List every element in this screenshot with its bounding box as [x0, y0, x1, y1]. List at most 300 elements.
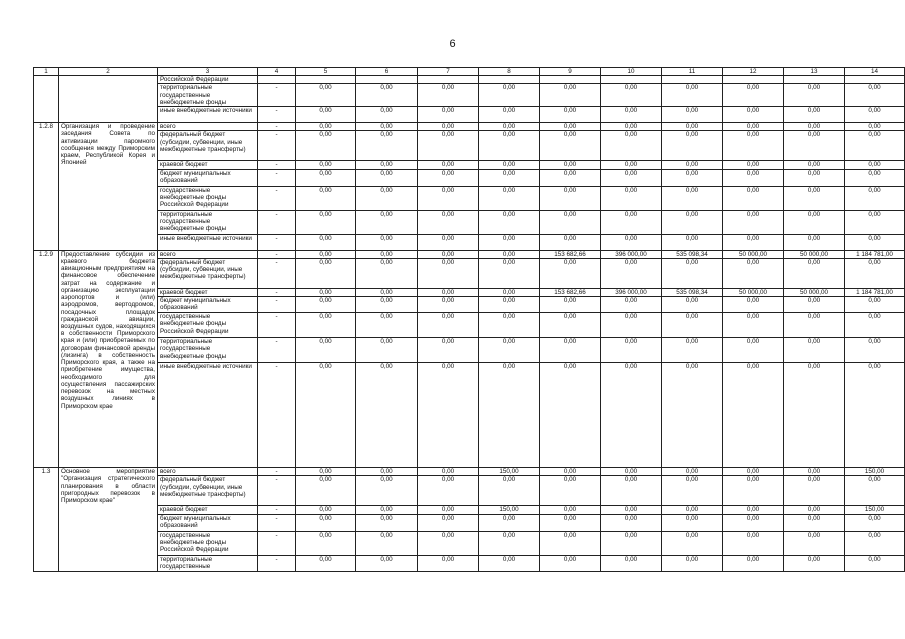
amount-cell: 0,00	[540, 84, 601, 107]
funding-source: территориальные государственные внебюджетные фонды	[158, 338, 258, 363]
amount-cell: 0,00	[296, 123, 356, 131]
amount-cell: 0,00	[296, 250, 356, 258]
amount-cell: 0,00	[662, 131, 723, 161]
column-number-row	[34, 68, 905, 76]
amount-cell: 0,00	[784, 468, 845, 476]
amount-cell: 0,00	[356, 514, 418, 531]
amount-cell: 0,00	[601, 234, 662, 250]
amount-cell: 0,00	[845, 555, 905, 571]
column-number: 3	[158, 68, 258, 76]
item-number: 1.2.8	[34, 123, 59, 250]
amount-cell: 0,00	[418, 313, 479, 338]
amount-cell: 0,00	[356, 258, 418, 288]
amount-cell: 396 000,00	[601, 288, 662, 296]
amount-cell: 0,00	[845, 258, 905, 288]
col4-value: -	[258, 186, 296, 210]
col4-value: -	[258, 258, 296, 288]
amount-cell: 0,00	[479, 288, 540, 296]
column-number: 13	[784, 68, 845, 76]
activity-name: Основное мероприятие "Организация стратегического планирования в области пригородных перевозок в Приморском крае"	[59, 468, 158, 571]
amount-cell: 0,00	[784, 161, 845, 169]
amount-cell: 0,00	[418, 468, 479, 476]
amount-cell: 0,00	[296, 107, 356, 123]
amount-cell: 0,00	[601, 169, 662, 186]
funding-source: государственные внебюджетные фонды Российской Федерации	[158, 313, 258, 338]
amount-cell: 0,00	[723, 186, 784, 210]
amount-cell: 0,00	[662, 258, 723, 288]
amount-cell: 0,00	[601, 107, 662, 123]
amount-cell: 0,00	[356, 288, 418, 296]
amount-cell: 0,00	[418, 210, 479, 234]
amount-cell: 0,00	[479, 258, 540, 288]
col4-value: -	[258, 313, 296, 338]
amount-cell: 0,00	[601, 531, 662, 555]
amount-cell: 0,00	[601, 161, 662, 169]
amount-cell: 0,00	[845, 84, 905, 107]
table-row	[34, 84, 905, 107]
amount-cell: 396 000,00	[601, 250, 662, 258]
col4-value: -	[258, 131, 296, 161]
amount-cell: 0,00	[845, 107, 905, 123]
funding-source: территориальные государственные	[158, 555, 258, 571]
amount-cell: 0,00	[296, 313, 356, 338]
amount-cell: 0,00	[662, 476, 723, 506]
amount-cell: 0,00	[784, 338, 845, 363]
amount-cell: 0,00	[601, 555, 662, 571]
amount-cell: 0,00	[784, 506, 845, 514]
amount-cell: 0,00	[418, 555, 479, 571]
table-row	[34, 186, 905, 210]
table-row	[34, 234, 905, 250]
amount-cell: 0,00	[601, 84, 662, 107]
amount-cell: 0,00	[479, 186, 540, 210]
budget-table	[33, 67, 905, 572]
amount-cell: 0,00	[356, 210, 418, 234]
amount-cell: 0,00	[479, 531, 540, 555]
amount-cell: 0,00	[662, 186, 723, 210]
amount-cell: 150,00	[845, 468, 905, 476]
amount-cell: 0,00	[784, 514, 845, 531]
amount-cell: 150,00	[479, 468, 540, 476]
amount-cell	[479, 76, 540, 84]
table-row	[34, 210, 905, 234]
amount-cell: 0,00	[356, 468, 418, 476]
amount-cell: 0,00	[723, 258, 784, 288]
amount-cell: 50 000,00	[723, 250, 784, 258]
activity-name: Предоставление субсидии из краевого бюджета авиационным предприятиям на финансовое обеспечение затрат на содержание и организацию эксплуатации аэропортов и (или) аэродромов, вертодромов, посадочных площадок гражданской авиации, воздушных судов, находящихся в собственности Приморского края и (или) приобретаемых по договорам финансовой аренды (лизинга) в собственность Приморского края, а также на приобретение имущества, необходимого для осуществления пассажирских перевозок на местных воздушных линиях в Приморском крае	[59, 250, 158, 467]
amount-cell: 0,00	[296, 297, 356, 313]
amount-cell: 0,00	[418, 288, 479, 296]
amount-cell: 150,00	[479, 506, 540, 514]
amount-cell: 0,00	[845, 186, 905, 210]
col4-value: -	[258, 84, 296, 107]
amount-cell: 0,00	[784, 84, 845, 107]
column-number: 9	[540, 68, 601, 76]
amount-cell: 0,00	[662, 161, 723, 169]
amount-cell: 0,00	[845, 297, 905, 313]
amount-cell: 0,00	[723, 297, 784, 313]
amount-cell: 0,00	[540, 107, 601, 123]
item-number: 1.3	[34, 468, 59, 571]
amount-cell: 0,00	[296, 363, 356, 468]
table-row	[34, 123, 905, 131]
table-row	[34, 506, 905, 514]
amount-cell	[601, 76, 662, 84]
amount-cell: 0,00	[540, 234, 601, 250]
col4-value: -	[258, 107, 296, 123]
funding-source: краевой бюджет	[158, 288, 258, 296]
amount-cell: 0,00	[601, 186, 662, 210]
item-number: 1.2.9	[34, 250, 59, 467]
amount-cell: 0,00	[296, 186, 356, 210]
col4-value: -	[258, 514, 296, 531]
amount-cell: 0,00	[296, 210, 356, 234]
amount-cell: 0,00	[540, 297, 601, 313]
amount-cell: 0,00	[356, 169, 418, 186]
amount-cell: 0,00	[601, 131, 662, 161]
amount-cell: 0,00	[296, 169, 356, 186]
amount-cell: 0,00	[784, 169, 845, 186]
amount-cell: 0,00	[418, 131, 479, 161]
amount-cell: 0,00	[540, 468, 601, 476]
amount-cell: 0,00	[296, 234, 356, 250]
amount-cell: 0,00	[662, 313, 723, 338]
amount-cell: 0,00	[723, 234, 784, 250]
amount-cell: 0,00	[296, 514, 356, 531]
col4-value: -	[258, 476, 296, 506]
amount-cell: 0,00	[723, 107, 784, 123]
amount-cell: 0,00	[479, 210, 540, 234]
column-number: 5	[296, 68, 356, 76]
table-row	[34, 288, 905, 296]
amount-cell: 0,00	[662, 555, 723, 571]
column-number: 6	[356, 68, 418, 76]
amount-cell: 0,00	[540, 476, 601, 506]
amount-cell: 0,00	[601, 313, 662, 338]
table-row	[34, 555, 905, 571]
funding-source: краевой бюджет	[158, 161, 258, 169]
amount-cell: 0,00	[601, 506, 662, 514]
funding-source: федеральный бюджет (субсидии, субвенции, иные межбюджетные трансферты)	[158, 258, 258, 288]
amount-cell: 0,00	[418, 169, 479, 186]
funding-source: государственные внебюджетные фонды Российской Федерации	[158, 531, 258, 555]
amount-cell: 0,00	[662, 468, 723, 476]
amount-cell: 0,00	[601, 476, 662, 506]
amount-cell: 0,00	[356, 123, 418, 131]
amount-cell: 0,00	[723, 514, 784, 531]
table-row	[34, 476, 905, 506]
amount-cell: 0,00	[479, 84, 540, 107]
amount-cell	[296, 76, 356, 84]
col4-value: -	[258, 210, 296, 234]
page-number: 6	[449, 38, 456, 50]
amount-cell: 0,00	[418, 476, 479, 506]
table-body	[34, 68, 905, 572]
amount-cell: 0,00	[418, 506, 479, 514]
amount-cell: 0,00	[540, 131, 601, 161]
amount-cell: 0,00	[845, 363, 905, 468]
amount-cell: 0,00	[845, 210, 905, 234]
amount-cell: 0,00	[601, 363, 662, 468]
funding-source: территориальные государственные внебюджетные фонды	[158, 210, 258, 234]
amount-cell: 0,00	[723, 476, 784, 506]
funding-source: всего	[158, 123, 258, 131]
amount-cell	[662, 76, 723, 84]
table-row	[34, 297, 905, 313]
amount-cell: 0,00	[601, 123, 662, 131]
table-row	[34, 514, 905, 531]
amount-cell	[418, 76, 479, 84]
table-row	[34, 107, 905, 123]
table-row	[34, 169, 905, 186]
col4-value: -	[258, 506, 296, 514]
col4-value: -	[258, 555, 296, 571]
amount-cell: 0,00	[601, 297, 662, 313]
col4-value: -	[258, 297, 296, 313]
amount-cell: 0,00	[723, 468, 784, 476]
amount-cell: 0,00	[784, 297, 845, 313]
amount-cell: 0,00	[356, 131, 418, 161]
amount-cell: 0,00	[418, 186, 479, 210]
amount-cell: 535 098,34	[662, 288, 723, 296]
amount-cell: 0,00	[418, 161, 479, 169]
amount-cell: 0,00	[540, 555, 601, 571]
amount-cell: 0,00	[723, 313, 784, 338]
amount-cell: 0,00	[723, 84, 784, 107]
table-row	[34, 131, 905, 161]
amount-cell: 153 682,66	[540, 250, 601, 258]
amount-cell: 0,00	[784, 258, 845, 288]
amount-cell: 0,00	[540, 531, 601, 555]
amount-cell: 0,00	[845, 123, 905, 131]
amount-cell: 0,00	[418, 531, 479, 555]
amount-cell: 0,00	[662, 123, 723, 131]
amount-cell: 0,00	[296, 476, 356, 506]
amount-cell: 0,00	[418, 363, 479, 468]
amount-cell: 0,00	[845, 131, 905, 161]
amount-cell: 0,00	[723, 131, 784, 161]
amount-cell: 0,00	[356, 476, 418, 506]
amount-cell: 0,00	[296, 131, 356, 161]
amount-cell: 0,00	[296, 468, 356, 476]
amount-cell: 0,00	[356, 531, 418, 555]
column-number: 10	[601, 68, 662, 76]
amount-cell: 0,00	[356, 161, 418, 169]
amount-cell: 0,00	[784, 123, 845, 131]
col4-value: -	[258, 468, 296, 476]
amount-cell: 0,00	[784, 234, 845, 250]
amount-cell: 0,00	[479, 234, 540, 250]
funding-source: бюджет муниципальных образований	[158, 169, 258, 186]
col4-value: -	[258, 363, 296, 468]
amount-cell: 150,00	[845, 506, 905, 514]
amount-cell: 0,00	[662, 84, 723, 107]
amount-cell: 0,00	[418, 514, 479, 531]
amount-cell: 0,00	[479, 161, 540, 169]
amount-cell: 0,00	[479, 338, 540, 363]
amount-cell: 0,00	[356, 250, 418, 258]
amount-cell: 0,00	[845, 476, 905, 506]
amount-cell: 0,00	[723, 210, 784, 234]
amount-cell: 0,00	[296, 258, 356, 288]
amount-cell: 0,00	[601, 210, 662, 234]
amount-cell: 0,00	[845, 531, 905, 555]
funding-source: Российской Федерации	[158, 76, 258, 84]
amount-cell	[356, 76, 418, 84]
amount-cell: 0,00	[784, 313, 845, 338]
activity-name: Организация и проведение заседания Совета по активизации паромного сообщения между Приморским краем, Республикой Корея и Японией	[59, 123, 158, 250]
amount-cell: 0,00	[356, 506, 418, 514]
table-row	[34, 313, 905, 338]
funding-source: территориальные государственные внебюджетные фонды	[158, 84, 258, 107]
funding-source: всего	[158, 468, 258, 476]
funding-source: бюджет муниципальных образований	[158, 297, 258, 313]
amount-cell: 0,00	[356, 84, 418, 107]
amount-cell: 0,00	[601, 468, 662, 476]
amount-cell	[540, 76, 601, 84]
amount-cell: 0,00	[845, 161, 905, 169]
amount-cell: 0,00	[845, 234, 905, 250]
amount-cell: 0,00	[356, 363, 418, 468]
amount-cell: 0,00	[479, 169, 540, 186]
column-number: 14	[845, 68, 905, 76]
amount-cell: 0,00	[845, 169, 905, 186]
amount-cell: 0,00	[418, 338, 479, 363]
amount-cell: 0,00	[479, 107, 540, 123]
col4-value: -	[258, 288, 296, 296]
amount-cell: 0,00	[540, 258, 601, 288]
funding-source: краевой бюджет	[158, 506, 258, 514]
amount-cell: 0,00	[356, 297, 418, 313]
table-row	[34, 250, 905, 258]
amount-cell: 0,00	[296, 506, 356, 514]
amount-cell: 0,00	[540, 313, 601, 338]
column-number: 2	[59, 68, 158, 76]
amount-cell: 0,00	[418, 123, 479, 131]
amount-cell: 0,00	[296, 161, 356, 169]
col4-value: -	[258, 169, 296, 186]
amount-cell: 0,00	[296, 84, 356, 107]
amount-cell: 153 682,66	[540, 288, 601, 296]
amount-cell: 0,00	[845, 313, 905, 338]
amount-cell: 0,00	[662, 531, 723, 555]
table-row	[34, 338, 905, 363]
amount-cell: 0,00	[296, 338, 356, 363]
amount-cell: 0,00	[418, 258, 479, 288]
amount-cell: 0,00	[418, 107, 479, 123]
amount-cell: 0,00	[479, 131, 540, 161]
column-number: 1	[34, 68, 59, 76]
amount-cell: 0,00	[662, 506, 723, 514]
col4-value: -	[258, 123, 296, 131]
column-number: 8	[479, 68, 540, 76]
funding-source: иные внебюджетные источники	[158, 234, 258, 250]
amount-cell: 0,00	[723, 506, 784, 514]
column-number: 4	[258, 68, 296, 76]
funding-source: иные внебюджетные источники	[158, 107, 258, 123]
amount-cell: 1 184 781,00	[845, 288, 905, 296]
amount-cell: 535 098,34	[662, 250, 723, 258]
amount-cell: 0,00	[540, 506, 601, 514]
amount-cell: 0,00	[723, 555, 784, 571]
col4-value: -	[258, 234, 296, 250]
amount-cell: 0,00	[479, 313, 540, 338]
amount-cell: 0,00	[356, 186, 418, 210]
col4-value: -	[258, 250, 296, 258]
amount-cell: 0,00	[356, 338, 418, 363]
amount-cell: 0,00	[479, 250, 540, 258]
amount-cell: 0,00	[418, 234, 479, 250]
amount-cell: 0,00	[540, 338, 601, 363]
col4-value: -	[258, 161, 296, 169]
funding-source: государственные внебюджетные фонды Российской Федерации	[158, 186, 258, 210]
amount-cell: 0,00	[723, 161, 784, 169]
amount-cell: 0,00	[723, 531, 784, 555]
amount-cell: 0,00	[662, 338, 723, 363]
amount-cell: 0,00	[601, 258, 662, 288]
amount-cell: 0,00	[356, 234, 418, 250]
amount-cell: 0,00	[784, 107, 845, 123]
amount-cell: 0,00	[356, 107, 418, 123]
amount-cell: 0,00	[845, 514, 905, 531]
amount-cell: 0,00	[723, 363, 784, 468]
amount-cell: 0,00	[479, 297, 540, 313]
column-number: 11	[662, 68, 723, 76]
amount-cell: 50 000,00	[723, 288, 784, 296]
amount-cell: 0,00	[356, 313, 418, 338]
item-number	[34, 76, 59, 123]
amount-cell: 0,00	[540, 186, 601, 210]
activity-name	[59, 76, 158, 123]
col4-value: -	[258, 338, 296, 363]
col4-value	[258, 76, 296, 84]
amount-cell: 0,00	[784, 531, 845, 555]
amount-cell: 0,00	[601, 514, 662, 531]
amount-cell: 0,00	[540, 169, 601, 186]
amount-cell	[723, 76, 784, 84]
col4-value: -	[258, 531, 296, 555]
amount-cell: 0,00	[662, 514, 723, 531]
amount-cell: 0,00	[540, 363, 601, 468]
amount-cell: 50 000,00	[784, 288, 845, 296]
amount-cell: 0,00	[784, 476, 845, 506]
amount-cell: 0,00	[784, 210, 845, 234]
amount-cell	[845, 76, 905, 84]
amount-cell: 0,00	[540, 210, 601, 234]
amount-cell: 50 000,00	[784, 250, 845, 258]
amount-cell: 0,00	[662, 234, 723, 250]
amount-cell	[784, 76, 845, 84]
amount-cell: 0,00	[784, 555, 845, 571]
amount-cell: 0,00	[479, 514, 540, 531]
table-row	[34, 468, 905, 476]
amount-cell: 0,00	[723, 123, 784, 131]
amount-cell: 0,00	[296, 555, 356, 571]
amount-cell: 0,00	[723, 338, 784, 363]
amount-cell: 0,00	[784, 186, 845, 210]
funding-source: бюджет муниципальных образований	[158, 514, 258, 531]
table-row	[34, 258, 905, 288]
amount-cell: 0,00	[784, 131, 845, 161]
amount-cell: 0,00	[479, 555, 540, 571]
amount-cell: 0,00	[662, 297, 723, 313]
amount-cell: 0,00	[540, 161, 601, 169]
table-row	[34, 161, 905, 169]
amount-cell: 1 184 781,00	[845, 250, 905, 258]
amount-cell: 0,00	[479, 476, 540, 506]
amount-cell: 0,00	[662, 169, 723, 186]
funding-source: всего	[158, 250, 258, 258]
